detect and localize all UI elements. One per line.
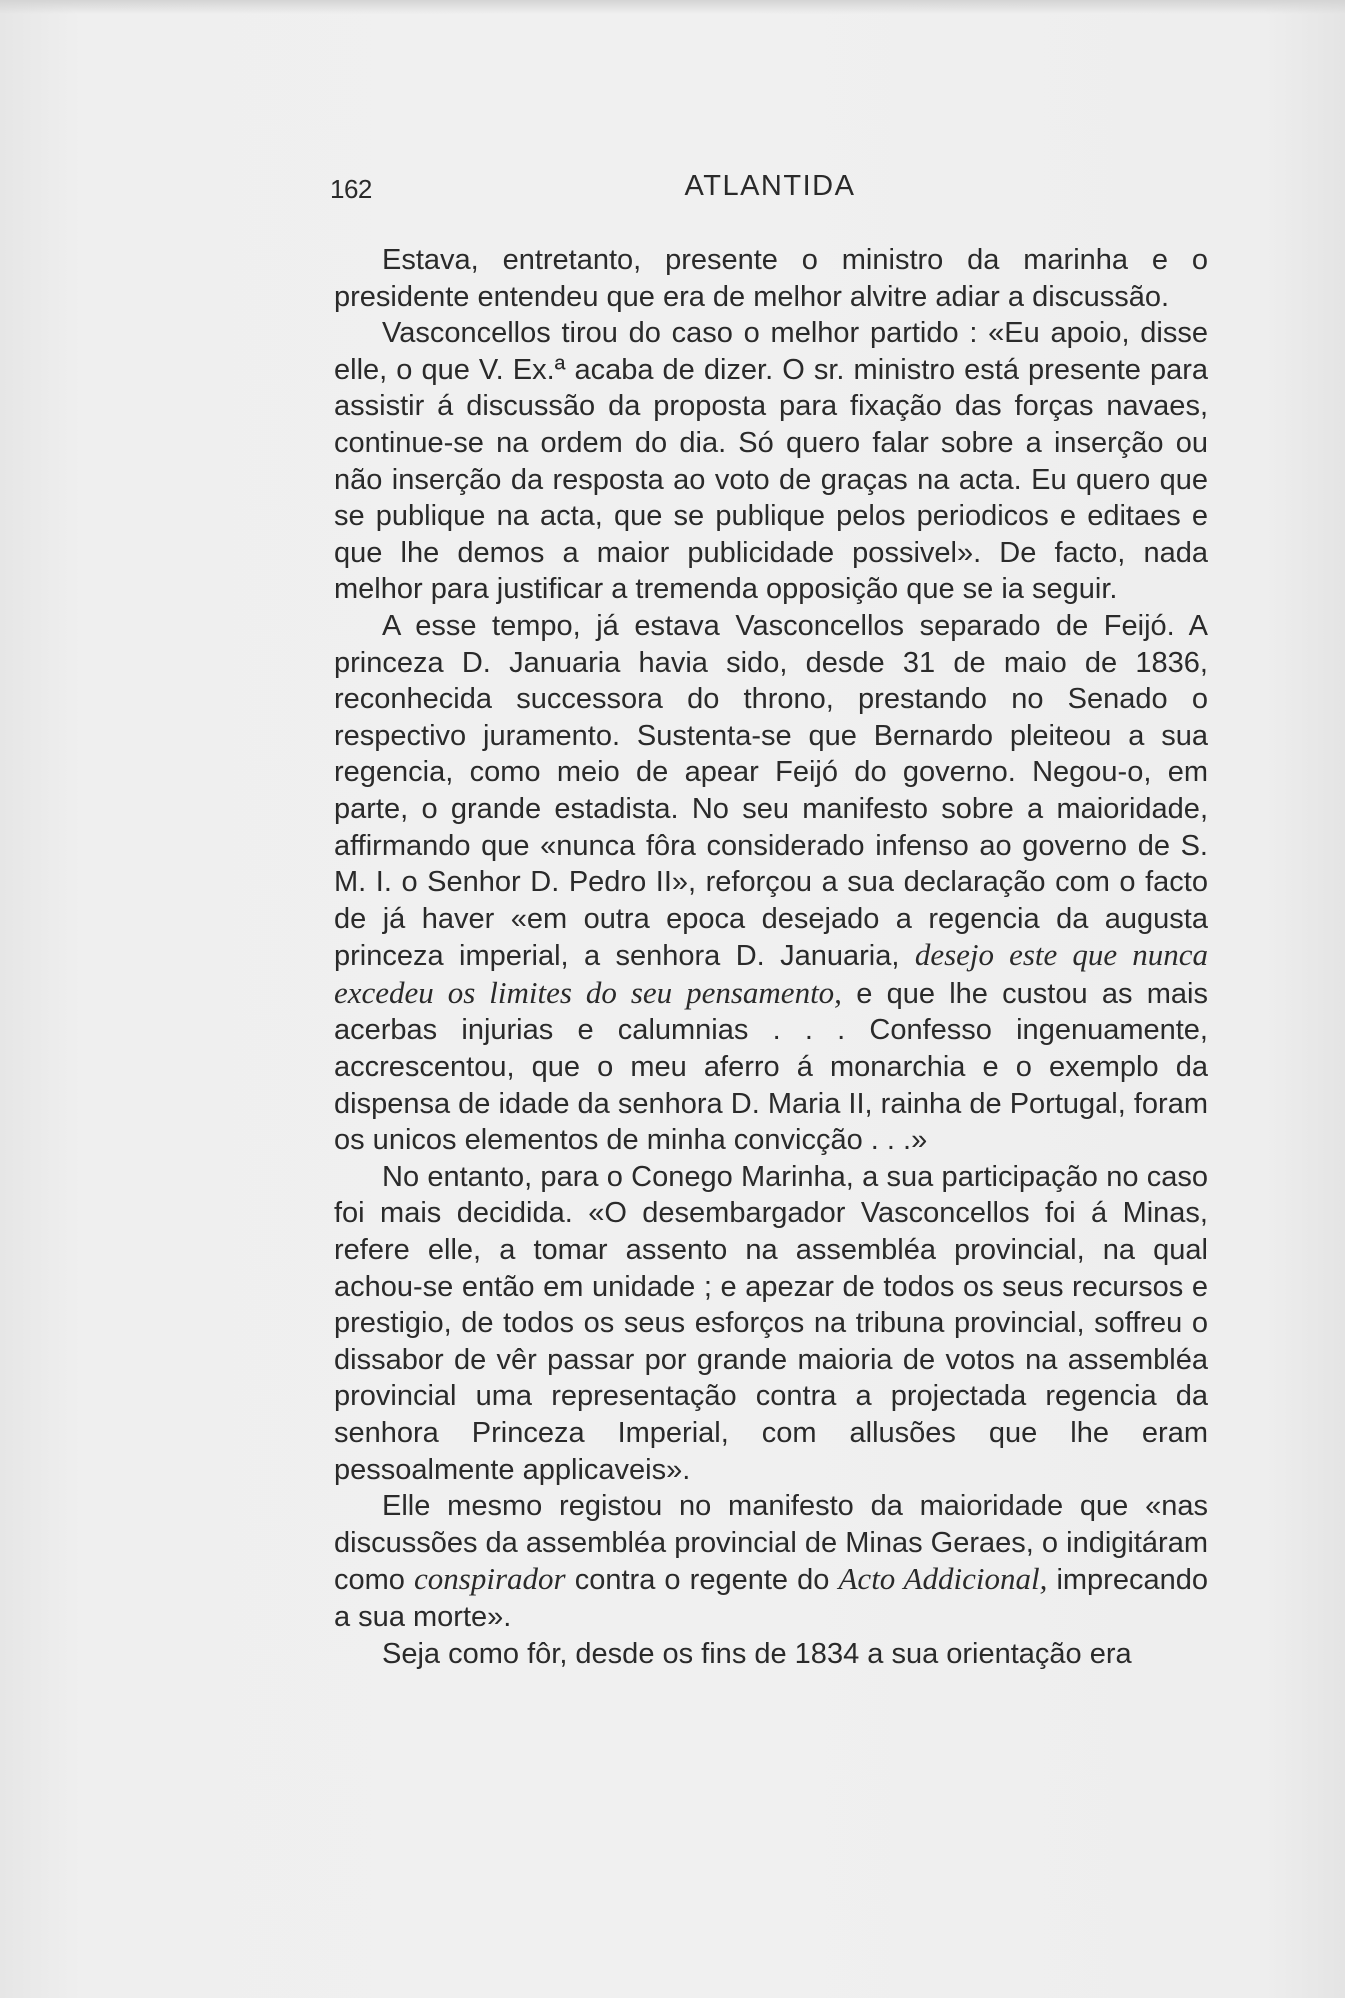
running-title: ATLANTIDA <box>684 170 856 202</box>
paragraph-text: imprecando a sua morte». <box>334 1564 1208 1633</box>
page-header <box>330 170 1210 210</box>
italic-quote: desejo este que nunca excedeu os limites do seu pensamento, <box>334 937 1208 1010</box>
paragraph-text: A esse tempo, já estava Vasconcellos separado de Feijó. A princeza D. Januaria havia sido, desde 31 de maio de 1836, reconhecida successora do throno, prestando no Senado o respectivo juramento. Sustenta-se que Bernardo pleiteou a sua regencia, como meio de apear Feijó do governo. Negou-o, em parte, o grande estadista. No seu manifesto sobre a maioridade, affirmando que «nunca fôra considerado infenso ao governo de S. M. I. o Senhor D. Pedro II», reforçou a sua declaração com o facto de já haver «em outra epoca desejado a regencia da augusta princeza imperial, a senhora D. Januaria, <box>334 609 1208 973</box>
page-number: 162 <box>330 174 372 204</box>
italic-term: Acto Addicional, <box>838 1561 1048 1597</box>
page-top-edge <box>0 0 1345 14</box>
body-text <box>334 242 1208 1672</box>
paragraph-text: Elle mesmo registou no manifesto da maioridade que «nas discussões da assembléa provincial de Minas Geraes, o indigitáram como <box>334 1490 1208 1597</box>
paragraph: Seja como fôr, desde os fins de 1834 a sua orientação era <box>382 1637 1132 1670</box>
paragraph-text: contra o regente do <box>565 1564 839 1597</box>
paragraph: Estava, entretanto, presente o ministro da marinha e o presidente entendeu que era de melhor alvitre adiar a discussão. <box>334 244 1208 313</box>
paragraph <box>334 1488 1208 1635</box>
paragraph <box>334 608 1208 1159</box>
paragraph-text: e que lhe custou as mais acerbas injurias e calumnias . . . Confesso ingenuamente, accrescentou, que o meu aferro á monarchia e o exemplo da dispensa de idade da senhora D. Maria II, rainha de Portugal, foram os unicos elementos de minha convicção . . .» <box>334 977 1208 1157</box>
paragraph: Vasconcellos tirou do caso o melhor partido : «Eu apoio, disse elle, o que V. Ex.ª acaba de dizer. O sr. ministro está presente para assistir á discussão da proposta para fixação das forças navaes, continue-se na ordem do dia. Só quero falar sobre a inserção ou não inserção da resposta ao voto de graças na acta. Eu quero que se publique na acta, que se publique pelos periodicos e editaes e que lhe demos a maior publicidade possivel». De facto, nada melhor para justificar a tremenda opposição que se ia seguir. <box>334 317 1208 606</box>
italic-term: conspirador <box>414 1561 566 1597</box>
paragraph: No entanto, para o Conego Marinha, a sua participação no caso foi mais decidida. «O desembargador Vasconcellos foi á Minas, refere elle, a tomar assento na assembléa provincial, na qual achou-se então em unidade ; e apezar de todos os seus recursos e prestigio, de todos os seus esforços na tribuna provincial, soffreu o dissabor de vêr passar por grande maioria de votos na assembléa provincial uma representação contra a projectada regencia da senhora Princeza Imperial, com allusões que lhe eram pessoalmente applicaveis». <box>334 1160 1208 1486</box>
